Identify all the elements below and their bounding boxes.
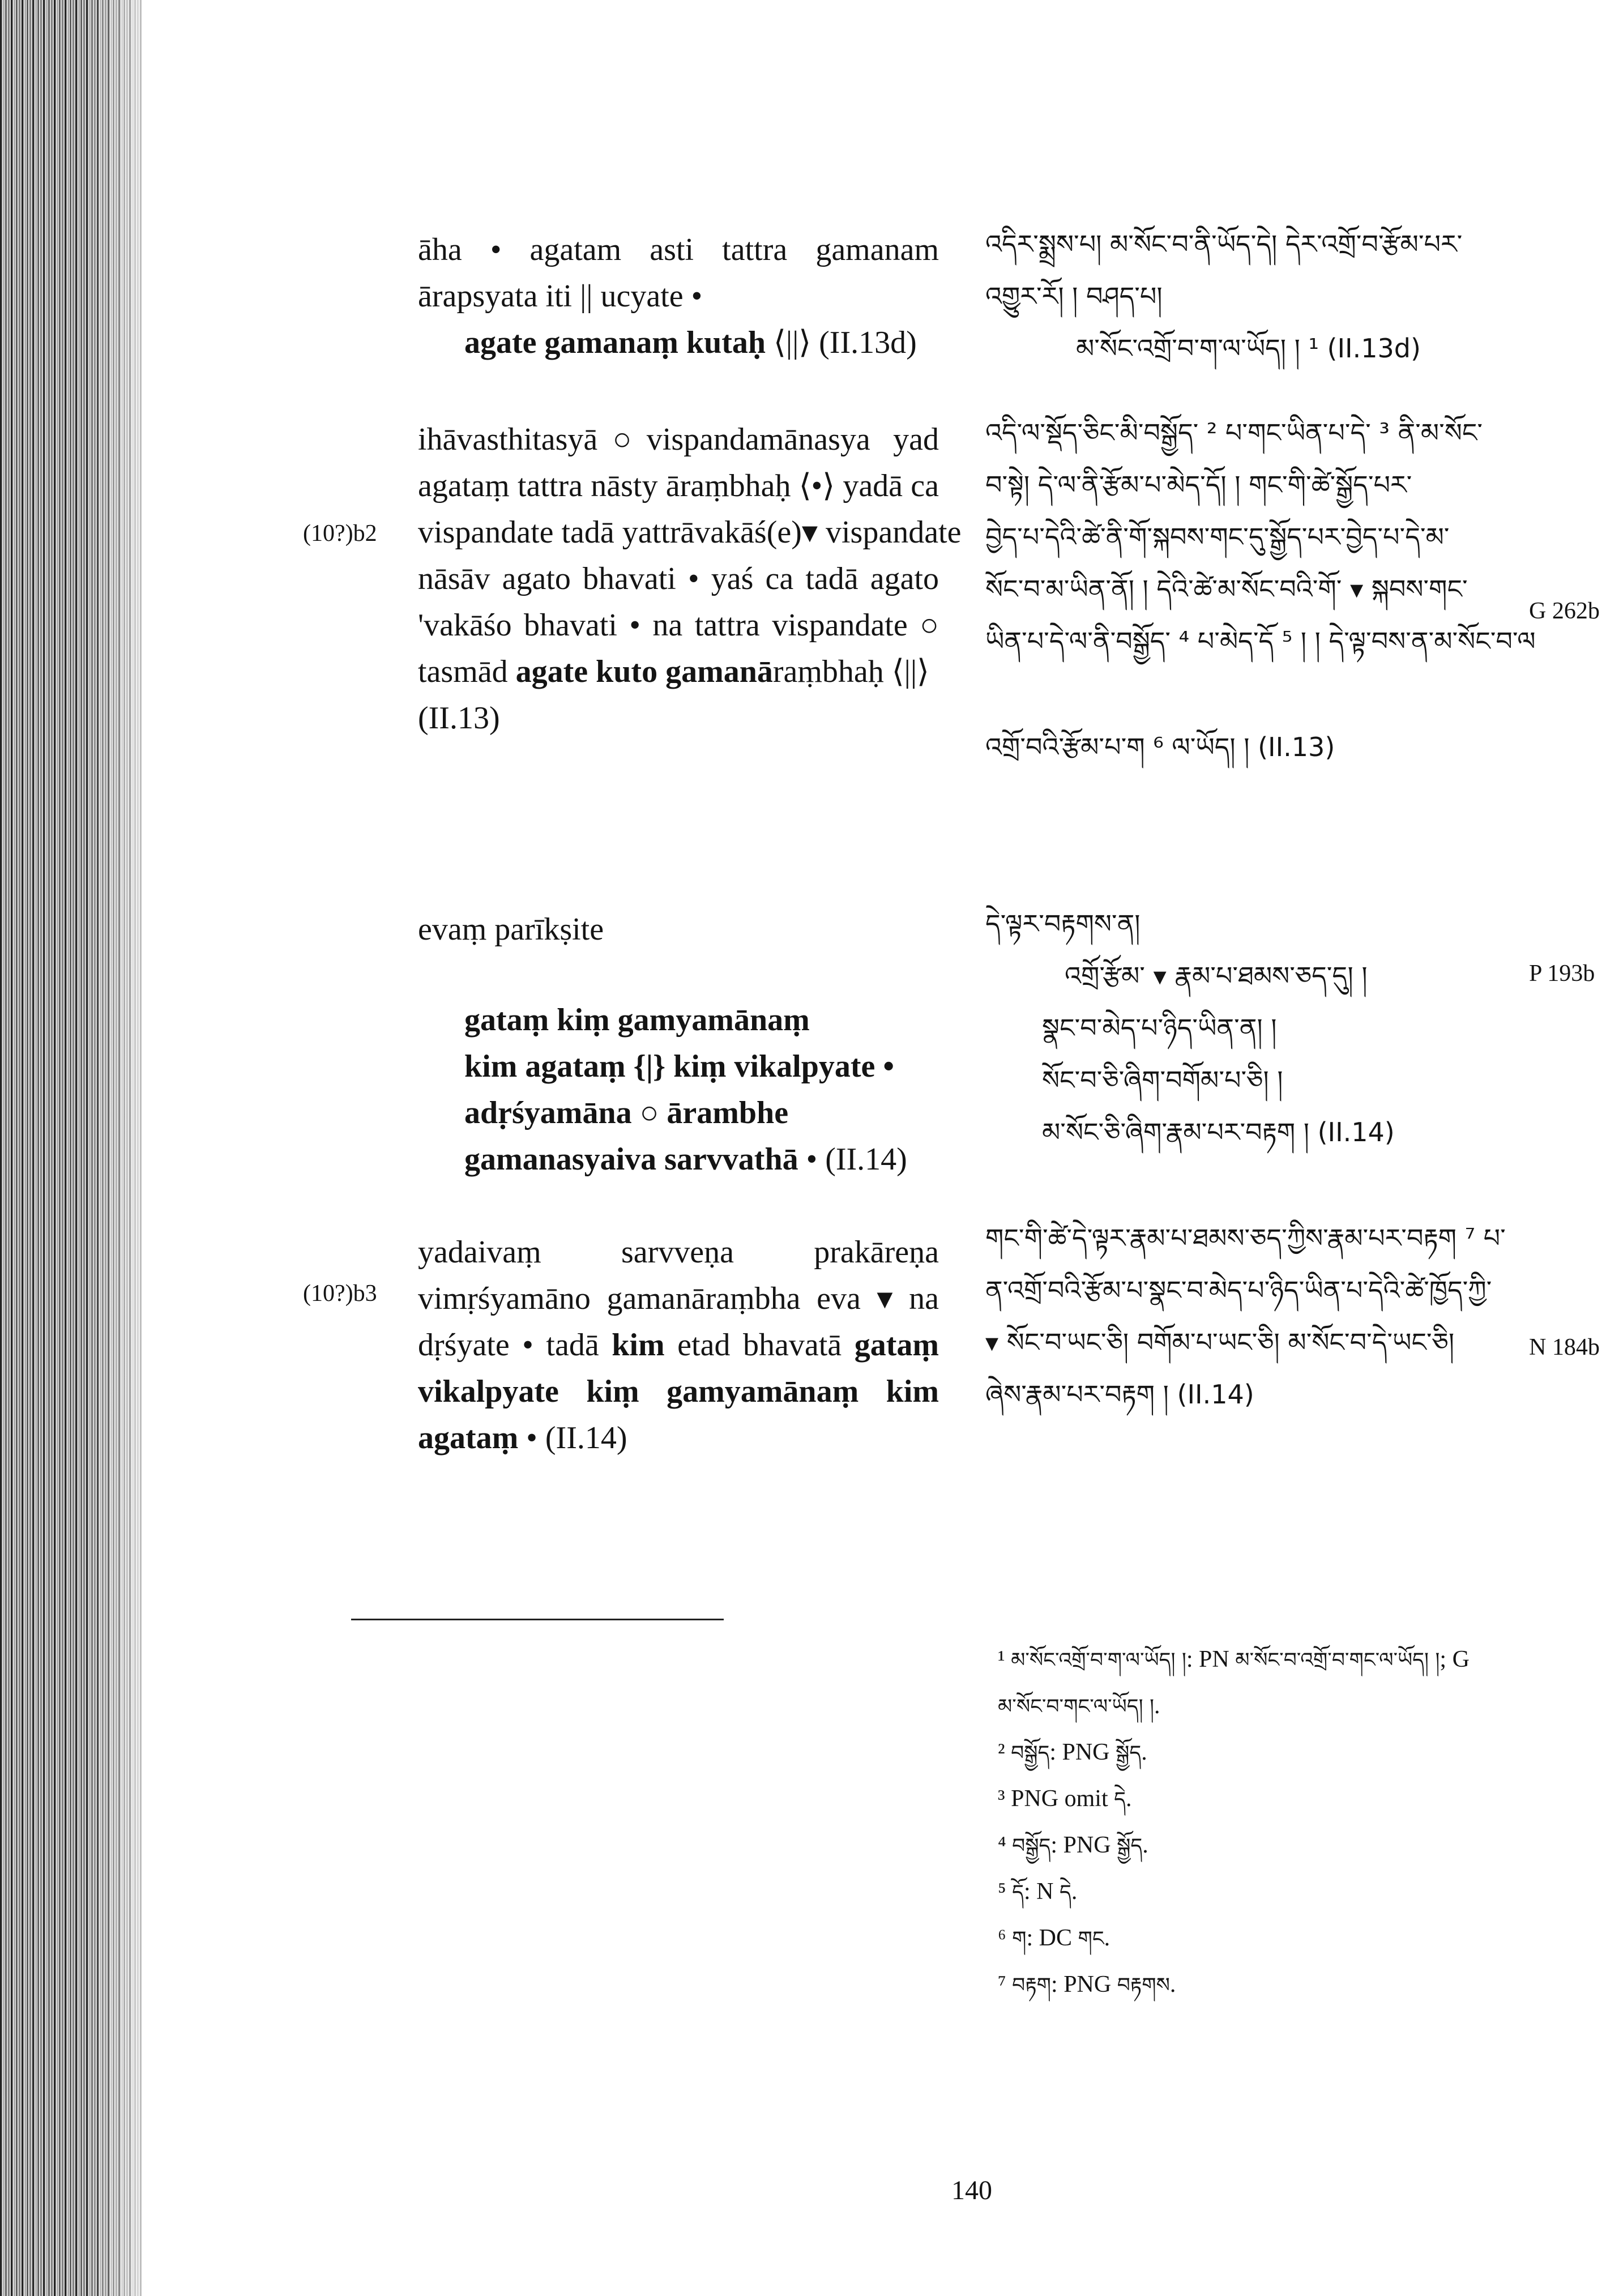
verse-quote: agate kuto gamanā	[515, 654, 773, 689]
sanskrit-para-2	[418, 416, 962, 741]
folio-marker: (10?)b3	[303, 1281, 377, 1307]
tibetan-para-3	[985, 898, 1529, 950]
text-line: evaṃ parīkṣite	[418, 912, 604, 947]
footnote-1-cont: མ་སོང་བ་གང་ལ་ཡོད། །.	[998, 1693, 1160, 1719]
text-line: agataṃ tattra nāsty āraṃbhaḥ ⟨•⟩ yadā ca	[418, 468, 939, 503]
text-line	[418, 1322, 939, 1368]
tibetan-verse-line: འགྲོ་རྩོམ་ ▾ རྣམ་པ་ཐམས་ཅད་དུ། །	[1065, 961, 1368, 991]
sanskrit-para-3	[418, 906, 939, 953]
folio-marker: (10?)b2	[303, 520, 377, 547]
tibetan-line: མ་སོང་འགྲོ་བ་ག་ལ་ཡོད། ། ¹ (II.13d)	[1076, 333, 1421, 364]
verse-ref: (II.13)	[418, 701, 500, 736]
tibetan-line: ཡིན་པ་དེ་ལ་ནི་བསྒྱོད་ ⁴ པ་མེད་དོ ⁵ ། ། དེ་ལྟ་བས་ན་མ་སོང་བ་ལ	[985, 626, 1536, 656]
verse-line	[464, 1136, 974, 1183]
text-run: dṛśyate • tadā	[418, 1328, 612, 1363]
text-run: tasmād	[418, 654, 516, 689]
tibetan-line: སོང་བ་མ་ཡིན་ནོ། ། དེའི་ཚེ་མ་སོང་བའི་གོ་ ▾ སྐབས་གང་	[985, 574, 1468, 604]
text-line: 'vakāśo bhavati • na tattra vispandate ○	[418, 608, 939, 643]
text-line	[418, 648, 939, 695]
tibetan-line: འདི་ལ་སྡོད་ཅིང་མི་བསྒྱོད་ ² པ་གང་ཡིན་པ་དེ་ ³ ནི་མ་སོང་	[985, 417, 1483, 448]
footnote-5: ⁵ དོ: N དེ.	[998, 1879, 1078, 1905]
tibetan-verse-line: མ་སོང་ཅི་ཞིག་རྣམ་པར་བརྟག ། (II.14)	[1042, 1117, 1395, 1147]
tibetan-line: བྱེད་པ་དེའི་ཚེ་ནི་གོ་སྐབས་གང་དུ་སྒྱོད་པར་བྱེད་པ་དེ་མ་	[985, 522, 1450, 552]
edition-marker: N 184b	[1529, 1334, 1600, 1360]
verse-quote: vikalpyate kiṃ gamyamānaṃ kim	[418, 1374, 939, 1409]
footnote-2: ² བསྒྱོད: PNG སྒྱོད.	[998, 1739, 1147, 1765]
verse-quote: kim	[612, 1328, 665, 1363]
verse-quote: gataṃ	[854, 1328, 939, 1363]
sanskrit-para-1	[418, 227, 939, 366]
text-line: āha • agatam asti tattra gamanam	[418, 232, 939, 267]
sanskrit-verse	[464, 997, 974, 1183]
tibetan-verse-line: སྣང་བ་མེད་པ་ཉིད་ཡིན་ན། །	[1042, 1013, 1277, 1043]
tibetan-para-4	[985, 1212, 1529, 1420]
text-line: nāsāv agato bhavati • yaś ca tadā agato	[418, 561, 939, 596]
tibetan-para-1	[985, 218, 1529, 374]
verse-ref: ⟨||⟩ (II.13d)	[766, 325, 917, 360]
tibetan-line: ན་འགྲོ་བའི་རྩོམ་པ་སྣང་བ་མེད་པ་ཉིད་ཡིན་པ་དེའི་ཚེ་ཁྱོད་ཀྱི་	[985, 1275, 1492, 1305]
spine-fade	[85, 0, 164, 2296]
tibetan-verse	[1042, 950, 1395, 1158]
text-run: etad bhavatā	[664, 1328, 855, 1363]
tibetan-line: ཞེས་རྣམ་པར་བརྟག ། (II.14)	[985, 1379, 1254, 1410]
page-number: 140	[951, 2175, 992, 2205]
footnote-rule	[351, 1619, 724, 1620]
footnotes	[998, 1637, 1592, 2008]
text-line: yadaivaṃ sarvveṇa prakāreṇa	[418, 1235, 939, 1270]
verse-quote: agataṃ	[418, 1420, 519, 1456]
tibetan-line: ▾ སོང་བ་ཡང་ཅི། བགོམ་པ་ཡང་ཅི། མ་སོང་བ་དེ་ཡང་ཅི།	[985, 1327, 1455, 1358]
text-line	[418, 319, 939, 366]
tibetan-line: འགྱུར་རོ། ། བཤད་པ།	[985, 281, 1163, 311]
tibetan-line: དེ་ལྟར་བརྟགས་ན།	[985, 908, 1141, 939]
verse-line: adṛśyamāna ○ ārambhe	[464, 1095, 789, 1130]
tibetan-line: འདིར་སྨྲས་པ། མ་སོང་བ་ནི་ཡོད་དེ། དེར་འགྲོ་བ་རྩོམ་པར་	[985, 229, 1463, 259]
verse-line: kim agataṃ {|} kiṃ vikalpyate •	[464, 1049, 894, 1084]
footnote-3: ³ PNG omit དེ.	[998, 1786, 1132, 1812]
text-line	[418, 1415, 939, 1461]
tibetan-line: གང་གི་ཚེ་དེ་ལྟར་རྣམ་པ་ཐམས་ཅད་ཀྱིས་རྣམ་པར་བརྟག ⁷ པ་	[985, 1223, 1506, 1253]
footnote-6: ⁶ ག: DC གང.	[998, 1925, 1111, 1951]
edition-marker: G 262b	[1529, 598, 1600, 624]
tibetan-line: འགྲོ་བའི་རྩོམ་པ་ག ⁶ ལ་ཡོད། ། (II.13)	[985, 732, 1335, 762]
tibetan-line: བ་སྟེ། དེ་ལ་ནི་རྩོམ་པ་མེད་དོ། ། གང་གི་ཚེ་སྒྱོད་པར་	[985, 470, 1412, 500]
text-line: vimṛśyamāno gamanāraṃbha eva ▾ na	[418, 1281, 939, 1316]
footnote-7: ⁷ བརྟག: PNG བརྟགས.	[998, 1971, 1176, 1998]
edition-marker: P 193b	[1529, 961, 1595, 987]
sanskrit-para-4	[418, 1229, 939, 1461]
text-run: raṃbhaḥ	[772, 654, 884, 689]
footnote-1: ¹ མ་སོང་འགྲོ་བ་ག་ལ་ཡོད། །: PN མ་སོང་བ་འགྲོ་བ་གང་ལ་ཡོད། །; G	[998, 1646, 1470, 1672]
verse-quote: agate gamanaṃ kutaḥ	[464, 325, 766, 360]
verse-ref: • (II.14)	[798, 1142, 907, 1177]
text-line: vispandate tadā yattrāvakāś(e)▾ vispandate	[418, 515, 962, 550]
text-line: ārapsyata iti || ucyate •	[418, 279, 703, 314]
verse-text: gamanasyaiva sarvvathā	[464, 1142, 798, 1177]
tibetan-para-2	[985, 407, 1536, 773]
tibetan-verse-line: སོང་བ་ཅི་ཞིག་བགོམ་པ་ཅི། །	[1042, 1065, 1283, 1095]
text-run: ⟨||⟩	[883, 654, 929, 689]
verse-line: gataṃ kiṃ gamyamānaṃ	[464, 1002, 810, 1038]
footnote-4: ⁴ བསྒྱོད: PNG སྒྱོད.	[998, 1832, 1148, 1858]
text-line: ihāvasthitasyā○vispandamānasya yad	[418, 422, 939, 457]
verse-ref: • (II.14)	[518, 1420, 627, 1456]
